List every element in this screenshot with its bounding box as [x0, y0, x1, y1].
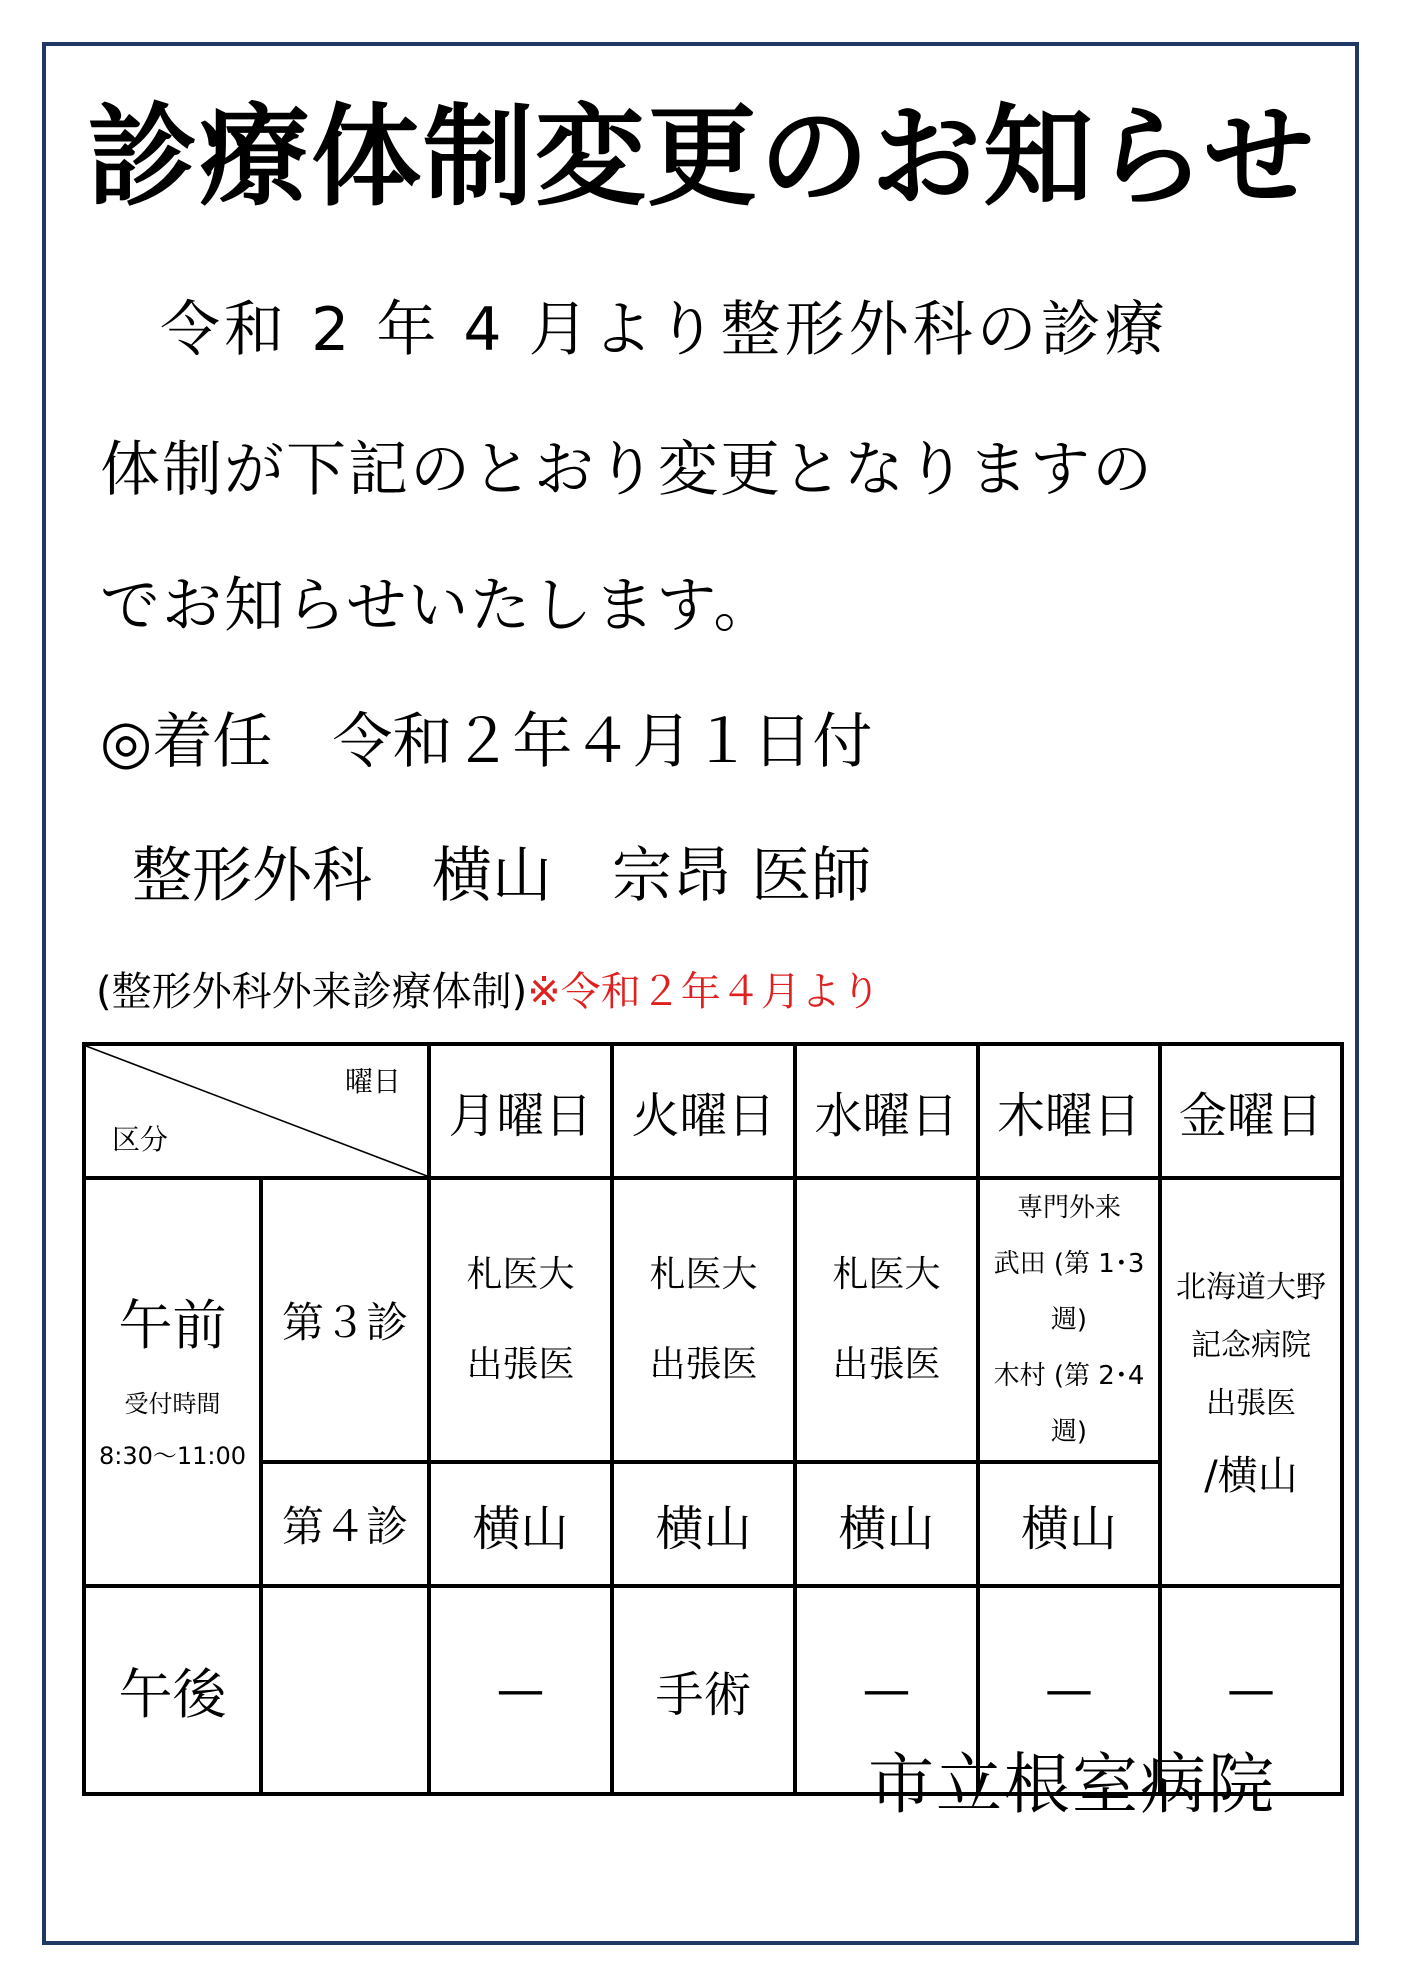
notice-line-3: でお知らせいたします。: [100, 571, 776, 641]
afternoon-tuesday: 手術: [612, 1586, 795, 1794]
afternoon-label: 午後: [84, 1586, 261, 1794]
reception-info: [86, 1378, 259, 1482]
schedule-effective-note: ※令和２年４月より: [527, 969, 881, 1015]
morning-cell: [84, 1178, 261, 1586]
schedule-label: (整形外科外来診療体制): [96, 969, 528, 1015]
exam4-thursday: 横山: [978, 1462, 1160, 1586]
exam3-thursday-line1: 専門外来: [1016, 1193, 1121, 1223]
exam3-thursday-line2: 武田 (第 1･3 週): [993, 1249, 1145, 1335]
corner-day-label: 曜日: [344, 1065, 401, 1098]
notice-line-1: 令和 2 年 4 月より整形外科の診療: [160, 295, 1169, 365]
header-friday: 金曜日: [1160, 1044, 1342, 1178]
exam3-monday-line2: 出張医: [466, 1344, 575, 1385]
appointment-date: ◎着任 令和２年４月１日付: [100, 707, 873, 777]
table-row-exam3: [84, 1178, 1342, 1462]
reception-time: 8:30～11:00: [98, 1441, 247, 1470]
exam3-tuesday-line2: 出張医: [649, 1344, 758, 1385]
exam3-wednesday-line1: 札医大: [832, 1254, 941, 1295]
exam3-monday: [429, 1178, 612, 1462]
exam4-monday: 横山: [429, 1462, 612, 1586]
exam4-label: 第４診: [261, 1462, 429, 1586]
afternoon-blank: [261, 1586, 429, 1794]
afternoon-friday: —: [1160, 1586, 1342, 1794]
afternoon-wednesday: —: [795, 1586, 978, 1794]
schedule-table: [82, 1042, 1344, 1796]
table-header-row: [84, 1044, 1342, 1178]
header-wednesday: 水曜日: [795, 1044, 978, 1178]
exam3-thursday: [978, 1178, 1160, 1462]
corner-cell: [84, 1044, 429, 1178]
friday-line4: /横山: [1204, 1453, 1298, 1499]
notice-line-2: 体制が下記のとおり変更となりますの: [100, 435, 1154, 505]
exam4-wednesday: 横山: [795, 1462, 978, 1586]
corner-category-label: 区分: [112, 1123, 169, 1156]
friday-line1: 北海道大野: [1176, 1270, 1326, 1305]
header-monday: 月曜日: [429, 1044, 612, 1178]
doctor-name: 整形外科 横山 宗昂 医師: [132, 841, 872, 911]
header-tuesday: 火曜日: [612, 1044, 795, 1178]
header-thursday: 木曜日: [978, 1044, 1160, 1178]
exam3-tuesday: [612, 1178, 795, 1462]
afternoon-monday: —: [429, 1586, 612, 1794]
table-row-exam4: [84, 1462, 1342, 1586]
hospital-name: 市立根室病院: [868, 1746, 1276, 1823]
morning-friday: [1160, 1178, 1342, 1586]
afternoon-thursday: —: [978, 1586, 1160, 1794]
exam4-tuesday: 横山: [612, 1462, 795, 1586]
schedule-subheading: [96, 962, 881, 1022]
exam3-wednesday-line2: 出張医: [832, 1344, 941, 1385]
reception-label: 受付時間: [124, 1389, 221, 1418]
friday-line3: 出張医: [1206, 1386, 1296, 1421]
page-title: 診療体制変更のお知らせ: [87, 93, 1316, 221]
exam3-thursday-line3: 木村 (第 2･4 週): [993, 1361, 1145, 1447]
exam3-wednesday: [795, 1178, 978, 1462]
friday-line2: 記念病院: [1191, 1328, 1311, 1363]
exam3-label: 第３診: [261, 1178, 429, 1462]
exam3-tuesday-line1: 札医大: [649, 1254, 758, 1295]
exam3-monday-line1: 札医大: [466, 1254, 575, 1295]
morning-label: 午前: [118, 1293, 227, 1357]
